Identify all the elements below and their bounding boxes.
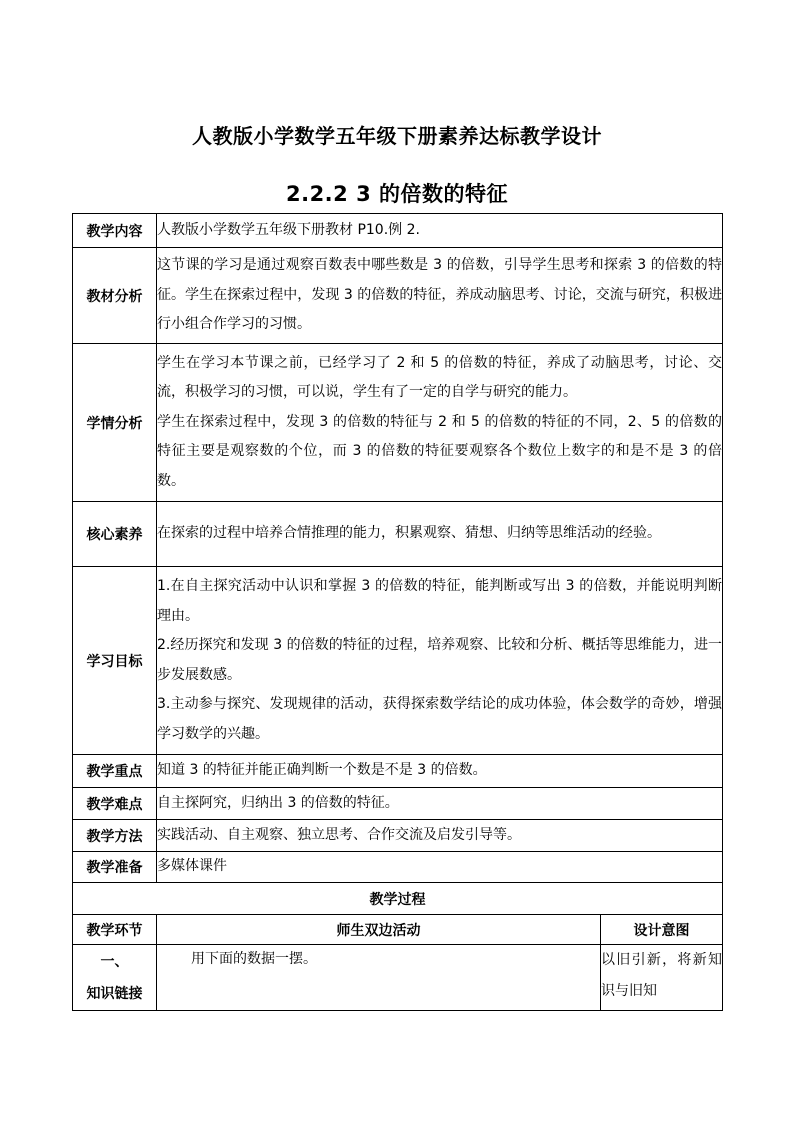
table-row <box>73 755 723 788</box>
row-label: 学情分析 <box>73 344 157 502</box>
stage-number: 一、 <box>100 953 129 970</box>
row-text: 知道 3 的特征并能正确判断一个数是不是 3 的倍数。 <box>157 762 487 779</box>
row-label: 核心素养 <box>73 502 157 567</box>
row-content <box>157 248 723 344</box>
table-row <box>73 344 723 502</box>
row-content <box>157 755 723 788</box>
row-text: 3.主动参与探究、发现规律的活动，获得探索数学结论的成功体验，体会数学的奇妙，增强学习数学的兴趣。 <box>157 696 722 742</box>
row-content <box>157 567 723 755</box>
table-row <box>73 567 723 755</box>
column-header-stage: 教学环节 <box>73 915 157 945</box>
row-label: 教学方法 <box>73 820 157 852</box>
process-columns-row <box>73 915 723 945</box>
process-intent: 以旧引新，将新知识与旧知 <box>601 945 723 1011</box>
activity-text: 用下面的数据一摆。 <box>191 951 317 967</box>
stage-name: 知识链接 <box>86 985 143 1002</box>
row-text: 学生在学习本节课之前，已经学习了 2 和 5 的倍数的特征，养成了动脑思考，讨论、交流，积极学习的习惯，可以说，学生有了一定的自学与研究的能力。 <box>157 354 722 401</box>
row-text: 学生在探索过程中，发现 3 的倍数的特征与 2 和 5 的倍数的特征的不同，2、5 的倍数的特征主要是观察数的个位，而 3 的倍数的特征要观察各个数位上数字的和是不是 3 的倍数。 <box>157 413 722 489</box>
process-activity <box>157 945 601 1011</box>
row-text: 多媒体课件 <box>157 858 227 875</box>
row-label: 教学难点 <box>73 788 157 820</box>
process-stage <box>73 945 157 1011</box>
table-row <box>73 502 723 567</box>
column-header-intent: 设计意图 <box>601 915 723 945</box>
row-label: 教学重点 <box>73 755 157 788</box>
lesson-plan-table <box>72 213 723 1011</box>
row-text: 这节课的学习是通过观察百数表中哪些数是 3 的倍数，引导学生思考和探索 3 的倍数的特征。学生在探索过程中，发现 3 的倍数的特征，养成动脑思考、讨论，交流与研究，积极进行小组合作学习的习惯。 <box>157 257 722 333</box>
table-row <box>73 248 723 344</box>
document-title: 人教版小学数学五年级下册素养达标教学设计 <box>192 124 602 148</box>
row-content <box>157 820 723 852</box>
table-row <box>73 214 723 248</box>
column-header-activity: 师生双边活动 <box>157 915 601 945</box>
table-row <box>73 852 723 883</box>
process-row <box>73 945 723 1011</box>
row-label: 教学内容 <box>73 214 157 248</box>
process-header-row <box>73 883 723 915</box>
process-header: 教学过程 <box>73 883 723 915</box>
row-content <box>157 852 723 883</box>
row-label: 教材分析 <box>73 248 157 344</box>
row-text: 人教版小学数学五年级下册教材 P10.例 2. <box>157 221 420 238</box>
row-content <box>157 214 723 248</box>
row-text: 自主探阿究，归纳出 3 的倍数的特征。 <box>157 794 399 811</box>
row-content <box>157 788 723 820</box>
row-text: 在探索的过程中培养合情推理的能力，积累观察、猜想、归纳等思维活动的经验。 <box>157 525 661 542</box>
row-content <box>157 502 723 567</box>
row-content <box>157 344 723 502</box>
lesson-subtitle: 2.2.2 3 的倍数的特征 <box>285 182 509 206</box>
row-label: 学习目标 <box>73 567 157 755</box>
table-row <box>73 788 723 820</box>
row-text: 2.经历探究和发现 3 的倍数的特征的过程，培养观察、比较和分析、概括等思维能力，进一步发展数感。 <box>157 637 722 683</box>
table-row <box>73 820 723 852</box>
row-label: 教学准备 <box>73 852 157 883</box>
row-text: 实践活动、自主观察、独立思考、合作交流及启发引导等。 <box>157 826 521 843</box>
row-text: 1.在自主探究活动中认识和掌握 3 的倍数的特征，能判断或写出 3 的倍数，并能说明判断理由。 <box>157 578 722 624</box>
